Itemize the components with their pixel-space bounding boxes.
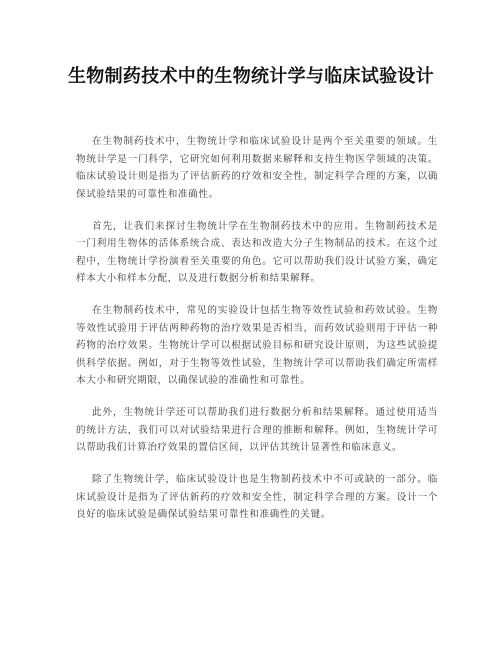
document-title: 生物制药技术中的生物统计学与临床试验设计 (68, 66, 434, 87)
paragraph-4: 此外，生物统计学还可以帮助我们进行数据分析和结果解释。通过使用适当的统计方法，我们可以对试验结果进行合理的推断和解释。例如，生物统计学可以帮助我们计算治疗效果的置信区间，以评估其统计显著性和临床意义。 (76, 407, 438, 453)
paragraph-2: 首先，让我们来探讨生物统计学在生物制药技术中的应用。生物制药技术是一门利用生物体的活体系统合成、表达和改造大分子生物制品的技术。在这个过程中，生物统计学扮演着至关重要的角色。它可以帮助我们设计试验方案，确定样本大小和样本分配，以及进行数据分析和结果解释。 (76, 220, 438, 284)
paragraph-1: 在生物制药技术中，生物统计学和临床试验设计是两个至关重要的领域。生物统计学是一门科学，它研究如何利用数据来解释和支持生物医学领域的决策。临床试验设计则是指为了评估新药的疗效和安全性，制定科学合理的方案，以确保试验结果的可靠性和准确性。 (76, 136, 438, 200)
paragraph-3: 在生物制药技术中，常见的实验设计包括生物等效性试验和药效试验。生物等效性试验用于评估两种药物的治疗效果是否相当，而药效试验则用于评估一种药物的治疗效果。生物统计学可以根据试验目标和研究设计原则，为这些试验提供科学依据。例如，对于生物等效性试验，生物统计学可以帮助我们确定所需样本大小和研究期限，以确保试验的准确性和可靠性。 (76, 305, 438, 386)
paragraph-5: 除了生物统计学，临床试验设计也是生物制药技术中不可或缺的一部分。临床试验设计是指为了评估新药的疗效和安全性，制定科学合理的方案。设计一个良好的临床试验是确保试验结果可靠性和准确性的关键。 (76, 474, 438, 520)
document-body (76, 133, 438, 538)
